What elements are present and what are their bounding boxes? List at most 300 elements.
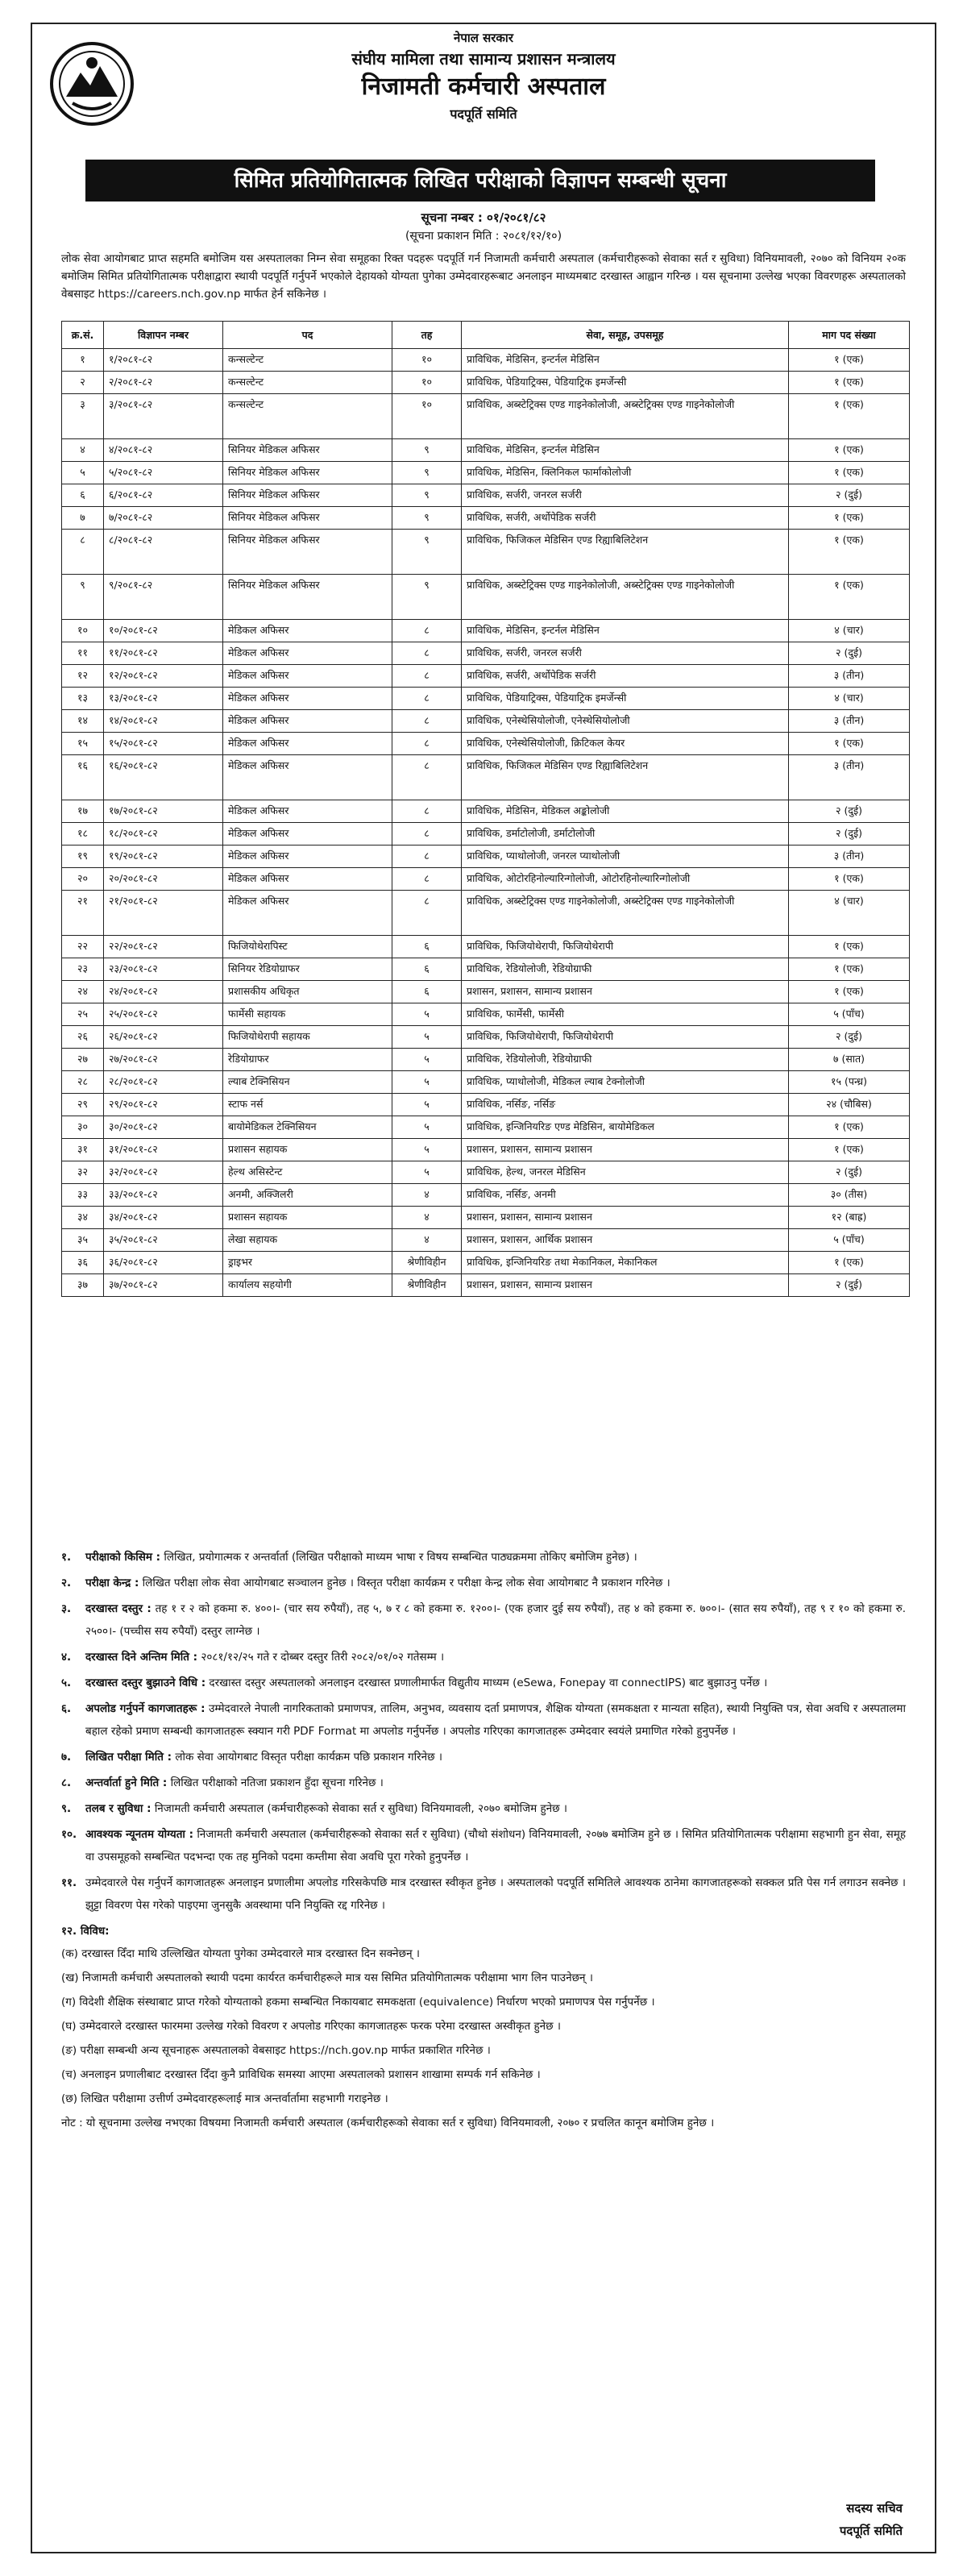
table-cell: १ (एक): [789, 507, 910, 530]
table-cell: १ (एक): [789, 1252, 910, 1274]
table-cell: २ (दुई): [789, 1274, 910, 1297]
note-label: तलब र सुविधा :: [85, 1802, 151, 1815]
table-cell: प्राविधिक, एनेस्थेसियोलोजी, एनेस्थेसियोलोजी: [462, 710, 789, 733]
table-cell: ५ (पाँच): [789, 1003, 910, 1026]
table-cell: कन्सल्टेन्ट: [223, 394, 392, 439]
table-cell: १७/२०८१-८२: [104, 800, 223, 823]
table-cell: मेडिकल अफिसर: [223, 846, 392, 868]
table-cell: २६: [62, 1026, 104, 1049]
table-cell: १५/२०८१-८२: [104, 733, 223, 755]
table-cell: ३०/२०८१-८२: [104, 1116, 223, 1139]
table-cell: २ (दुई): [789, 1161, 910, 1184]
notice-document: [31, 23, 936, 2553]
table-cell: ८: [392, 710, 462, 733]
table-cell: ३७: [62, 1274, 104, 1297]
table-cell: सिनियर मेडिकल अफिसर: [223, 439, 392, 462]
table-cell: ३२: [62, 1161, 104, 1184]
note-item: [61, 1598, 906, 1643]
table-cell: ५ (पाँच): [789, 1229, 910, 1252]
notice-title-banner: सिमित प्रतियोगितात्मक लिखित परीक्षाको विज्ञापन सम्बन्धी सूचना: [85, 160, 875, 202]
note-number: ७.: [61, 1751, 72, 1764]
table-cell: ३ (तीन): [789, 846, 910, 868]
table-row: [62, 710, 910, 733]
note-label: दरखास्त दिने अन्तिम मिति :: [85, 1651, 198, 1664]
table-cell: १४/२०८१-८२: [104, 710, 223, 733]
table-cell: १५ (पन्ध्र): [789, 1071, 910, 1094]
table-cell: प्राविधिक, मेडिसिन, इन्टर्नल मेडिसिन: [462, 439, 789, 462]
column-header: क्र.सं.: [62, 322, 104, 349]
government-name: नेपाल सरकार: [454, 31, 513, 45]
table-row: [62, 349, 910, 372]
column-header: विज्ञापन नम्बर: [104, 322, 223, 349]
table-cell: प्राविधिक, फिजियोथेरापी, फिजियोथेरापी: [462, 936, 789, 958]
table-cell: ८: [62, 530, 104, 575]
letterhead: [153, 29, 814, 124]
table-cell: हेल्थ असिस्टेन्ट: [223, 1161, 392, 1184]
note-item: [61, 1546, 906, 1568]
table-row: [62, 530, 910, 575]
table-row: [62, 1139, 910, 1161]
table-cell: प्राविधिक, पेडियाट्रिक्स, पेडियाट्रिक इमर्जेन्सी: [462, 372, 789, 394]
table-cell: ४/२०८१-८२: [104, 439, 223, 462]
table-row: [62, 1094, 910, 1116]
table-cell: १६: [62, 755, 104, 800]
misc-list: [61, 1942, 906, 2134]
table-cell: २८: [62, 1071, 104, 1094]
table-cell: प्राविधिक, सर्जरी, अर्थोपेडिक सर्जरी: [462, 507, 789, 530]
table-cell: ३१/२०८१-८२: [104, 1139, 223, 1161]
note-label: आवश्यक न्यूनतम योग्यता :: [85, 1828, 193, 1841]
table-cell: प्राविधिक, सर्जरी, अर्थोपेडिक सर्जरी: [462, 665, 789, 688]
notice-number: सूचना नम्बर : ०१/२०८१/८२: [421, 210, 546, 225]
table-cell: ३४: [62, 1207, 104, 1229]
table-cell: ४: [392, 1207, 462, 1229]
table-cell: सिनियर मेडिकल अफिसर: [223, 575, 392, 620]
column-header: पद: [223, 322, 392, 349]
note-item: [61, 1872, 906, 1917]
notes-section: [61, 1546, 906, 2136]
table-cell: २४/२०८१-८२: [104, 981, 223, 1003]
table-cell: सिनियर रेडियोग्राफर: [223, 958, 392, 981]
table-cell: लेखा सहायक: [223, 1229, 392, 1252]
table-cell: ८: [392, 800, 462, 823]
table-cell: २२: [62, 936, 104, 958]
table-cell: ३६: [62, 1252, 104, 1274]
note-text: दरखास्त दस्तुर अस्पतालको अनलाइन दरखास्त प्रणालीमार्फत विद्युतीय माध्यम (eSewa, Fonepay वा connectIPS) बाट बुझाउनु पर्नेछ ।: [209, 1676, 768, 1689]
table-header-row: [62, 322, 910, 349]
note-body: [85, 1598, 906, 1643]
note-number: १०.: [61, 1828, 77, 1841]
column-header: सेवा, समूह, उपसमूह: [462, 322, 789, 349]
note-text: तह १ र २ को हकमा रु. ४००।- (चार सय रुपैयाँ), तह ५, ७ र ८ को हकमा रु. १२००।- (एक हजार दुई सय रुपैयाँ), तह ४ को हकमा रु. ७००।- (सात सय रुपैयाँ), तह ९ र १० को हकमा रु. २५००।- (पच्चीस सय रुपैयाँ) दस्तुर लाग्नेछ ।: [85, 1602, 906, 1638]
note-number: ६.: [61, 1702, 72, 1715]
table-cell: १/२०८१-८२: [104, 349, 223, 372]
notes-list: [61, 1546, 906, 1917]
table-cell: ८: [392, 891, 462, 936]
table-cell: ६: [62, 484, 104, 507]
table-cell: प्राविधिक, अब्स्टेट्रिक्स एण्ड गाइनेकोलोजी, अब्स्टेट्रिक्स एण्ड गाइनेकोलोजी: [462, 575, 789, 620]
table-cell: १५: [62, 733, 104, 755]
table-row: [62, 462, 910, 484]
table-cell: ८: [392, 823, 462, 846]
table-cell: ३७/२०८१-८२: [104, 1274, 223, 1297]
table-row: [62, 1184, 910, 1207]
table-cell: ६: [392, 958, 462, 981]
table-row: [62, 981, 910, 1003]
table-cell: ३/२०८१-८२: [104, 394, 223, 439]
misc-item: (ग) विदेशी शैक्षिक संस्थाबाट प्राप्त गरेको योग्यताको हकमा सम्बन्धित निकायबाट समकक्षता (equivalence) निर्धारण भएको प्रमाणपत्र पेस गर्नुपर्नेछ ।: [61, 1996, 655, 2009]
table-cell: ९: [392, 530, 462, 575]
table-row: [62, 439, 910, 462]
intro-paragraph: लोक सेवा आयोगबाट प्राप्त सहमति बमोजिम यस अस्पतालका निम्न सेवा समूहका रिक्त पदहरू पदपूर्ति गर्न निजामती कर्मचारी अस्पताल (कर्मचारीहरूको सेवाका सर्त र सुविधा) विनियमावली, २०७० को विनियम २०क बमोजिम सिमित प्रतियोगितात्मक परीक्षाद्वारा स्थायी पदपूर्ति गर्नुपर्ने भएकोले देहायको योग्यता पुगेका उम्मेदवारहरूबाट अनलाइन माध्यमबाट दरखास्त आह्वान गरिन्छ । यस सूचनामा उल्लेख भएका विवरणहरू अस्पतालको वेबसाइट https://careers.nch.gov.np मार्फत हेर्न सकिनेछ ।: [61, 252, 906, 301]
table-row: [62, 484, 910, 507]
table-cell: प्राविधिक, फार्मेसी, फार्मेसी: [462, 1003, 789, 1026]
note-number: ८.: [61, 1776, 72, 1789]
note-label: अन्तर्वार्ता हुने मिति :: [85, 1776, 168, 1789]
table-cell: ६: [392, 936, 462, 958]
table-cell: कन्सल्टेन्ट: [223, 372, 392, 394]
table-row: [62, 755, 910, 800]
table-cell: २३: [62, 958, 104, 981]
table-row: [62, 1229, 910, 1252]
table-cell: प्राविधिक, अब्स्टेट्रिक्स एण्ड गाइनेकोलोजी, अब्स्टेट्रिक्स एण्ड गाइनेकोलोजी: [462, 394, 789, 439]
table-cell: ३३: [62, 1184, 104, 1207]
table-cell: ४: [392, 1229, 462, 1252]
table-cell: ९: [392, 439, 462, 462]
note-body: [85, 1772, 906, 1794]
note-label: लिखित परीक्षा मिति :: [85, 1751, 172, 1764]
table-cell: ९: [392, 507, 462, 530]
table-cell: प्राविधिक, इन्जिनियरिङ तथा मेकानिकल, मेकानिकल: [462, 1252, 789, 1274]
ministry-name: संघीय मामिला तथा सामान्य प्रशासन मन्त्रालय: [351, 49, 616, 69]
table-cell: २९: [62, 1094, 104, 1116]
note-text: निजामती कर्मचारी अस्पताल (कर्मचारीहरूको सेवाका सर्त र सुविधा) (चौथो संशोधन) विनियमावली, २०७७ बमोजिम हुने छ । सिमित प्रतियोगितात्मक परीक्षामा सहभागी हुन सेवा, समूह वा उपसमूहको सम्बन्धित पदभन्दा एक तह मुनिको पदमा कम्तीमा सेवा अवधि पूरा गरेको हुनुपर्नेछ ।: [85, 1828, 906, 1863]
table-cell: २ (दुई): [789, 823, 910, 846]
table-row: [62, 372, 910, 394]
signature-title: सदस्य सचिव: [846, 2501, 903, 2516]
misc-item: (छ) लिखित परीक्षामा उत्तीर्ण उम्मेदवारहरूलाई मात्र अन्तर्वार्तामा सहभागी गराइनेछ ।: [61, 2092, 388, 2105]
table-cell: ८: [392, 665, 462, 688]
signature-committee: पदपूर्ति समिति: [839, 2524, 903, 2538]
table-cell: ५: [392, 1116, 462, 1139]
table-cell: फिजियोथेरापिस्ट: [223, 936, 392, 958]
note-number: ९.: [61, 1802, 72, 1815]
table-cell: ३: [62, 394, 104, 439]
table-cell: ३१: [62, 1139, 104, 1161]
table-row: [62, 665, 910, 688]
table-row: [62, 891, 910, 936]
table-cell: प्राविधिक, नर्सिङ, अनमी: [462, 1184, 789, 1207]
table-cell: १ (एक): [789, 394, 910, 439]
table-row: [62, 823, 910, 846]
misc-item: नोट : यो सूचनामा उल्लेख नभएका विषयमा निजामती कर्मचारी अस्पताल (कर्मचारीहरूको सेवाका सर्त र सुविधा) विनियमावली, २०७० र प्रचलित कानून बमोजिम हुनेछ ।: [61, 2117, 715, 2129]
table-cell: २४ (चौबिस): [789, 1094, 910, 1116]
table-cell: १०/२०८१-८२: [104, 620, 223, 642]
note-label: दरखास्त दस्तुर :: [85, 1602, 151, 1615]
table-cell: ३३/२०८१-८२: [104, 1184, 223, 1207]
table-cell: २१/२०८१-८२: [104, 891, 223, 936]
table-cell: ५: [392, 1161, 462, 1184]
table-cell: ५: [392, 1071, 462, 1094]
table-cell: प्राविधिक, इन्जिनियरिङ एण्ड मेडिसिन, बायोमेडिकल: [462, 1116, 789, 1139]
table-cell: १२: [62, 665, 104, 688]
table-cell: श्रेणीविहीन: [392, 1274, 462, 1297]
table-cell: प्रशासन, प्रशासन, सामान्य प्रशासन: [462, 1207, 789, 1229]
table-cell: प्राविधिक, हेल्थ, जनरल मेडिसिन: [462, 1161, 789, 1184]
table-cell: २१: [62, 891, 104, 936]
table-cell: कन्सल्टेन्ट: [223, 349, 392, 372]
note-label: परीक्षाको किसिम :: [85, 1551, 161, 1564]
table-cell: १ (एक): [789, 575, 910, 620]
table-cell: १ (एक): [789, 349, 910, 372]
table-cell: १ (एक): [789, 1139, 910, 1161]
table-cell: मेडिकल अफिसर: [223, 733, 392, 755]
table-cell: १: [62, 349, 104, 372]
table-cell: १४: [62, 710, 104, 733]
note-number: ३.: [61, 1602, 72, 1615]
note-item: [61, 1672, 906, 1694]
table-cell: ६/२०८१-८२: [104, 484, 223, 507]
table-cell: १ (एक): [789, 1116, 910, 1139]
table-cell: प्राविधिक, मेडिसिन, क्लिनिकल फार्माकोलोजी: [462, 462, 789, 484]
table-cell: २५: [62, 1003, 104, 1026]
table-cell: १३: [62, 688, 104, 710]
misc-item: (घ) उम्मेदवारले दरखास्त फारममा उल्लेख गरेको विवरण र अपलोड गरिएका कागजातहरू फरक परेमा दरखास्त अस्वीकृत हुनेछ ।: [61, 2020, 561, 2033]
table-cell: कार्यालय सहयोगी: [223, 1274, 392, 1297]
table-cell: ड्राइभर: [223, 1252, 392, 1274]
table-cell: २ (दुई): [789, 800, 910, 823]
table-cell: १०: [392, 372, 462, 394]
table-cell: मेडिकल अफिसर: [223, 665, 392, 688]
table-cell: २७: [62, 1049, 104, 1071]
table-row: [62, 620, 910, 642]
table-row: [62, 1116, 910, 1139]
table-cell: ८: [392, 733, 462, 755]
table-cell: ८: [392, 846, 462, 868]
table-cell: मेडिकल अफिसर: [223, 620, 392, 642]
table-cell: ४ (चार): [789, 620, 910, 642]
table-cell: ८: [392, 868, 462, 891]
table-cell: ९/२०८१-८२: [104, 575, 223, 620]
table-cell: प्राविधिक, फिजियोथेरापी, फिजियोथेरापी: [462, 1026, 789, 1049]
publication-date: (सूचना प्रकाशन मिति : २०८१/१२/१०): [405, 230, 562, 243]
table-cell: ११/२०८१-८२: [104, 642, 223, 665]
table-cell: प्राविधिक, अब्स्टेट्रिक्स एण्ड गाइनेकोलोजी, अब्स्टेट्रिक्स एण्ड गाइनेकोलोजी: [462, 891, 789, 936]
table-cell: प्रशासन, प्रशासन, आर्थिक प्रशासन: [462, 1229, 789, 1252]
table-cell: २ (दुई): [789, 642, 910, 665]
table-cell: प्राविधिक, नर्सिङ, नर्सिङ: [462, 1094, 789, 1116]
note-label: अपलोड गर्नुपर्ने कागजातहरू :: [85, 1702, 205, 1715]
table-cell: ९: [392, 575, 462, 620]
table-cell: रेडियोग्राफर: [223, 1049, 392, 1071]
table-cell: ३ (तीन): [789, 665, 910, 688]
signature-block: [840, 2497, 903, 2542]
table-cell: ८: [392, 620, 462, 642]
table-cell: २८/२०८१-८२: [104, 1071, 223, 1094]
table-cell: मेडिकल अफिसर: [223, 891, 392, 936]
table-cell: १९/२०८१-८२: [104, 846, 223, 868]
table-cell: ५: [392, 1049, 462, 1071]
table-cell: प्राविधिक, सर्जरी, जनरल सर्जरी: [462, 642, 789, 665]
table-cell: ३०: [62, 1116, 104, 1139]
table-cell: ३४/२०८१-८२: [104, 1207, 223, 1229]
table-cell: मेडिकल अफिसर: [223, 868, 392, 891]
misc-title: १२. विविध:: [61, 1925, 110, 1938]
table-row: [62, 1026, 910, 1049]
table-cell: सिनियर मेडिकल अफिसर: [223, 484, 392, 507]
table-cell: प्राविधिक, प्याथोलोजी, मेडिकल ल्याब टेक्नोलोजी: [462, 1071, 789, 1094]
committee-name: पदपूर्ति समिति: [450, 106, 517, 122]
note-text: उम्मेदवारले पेस गर्नुपर्ने कागजातहरू अनलाइन प्रणालीमा अपलोड गरिसकेपछि मात्र दरखास्त स्वीकृत हुनेछ । अस्पतालको पदपूर्ति समितिले आवश्यक ठानेमा कागजातहरूको सक्कल प्रति पेस गर्न लगाउन सक्नेछ । झुट्टा विवरण पेस गरेको पाइएमा जुनसुकै अवस्थामा पनि नियुक्ति रद्द गरिनेछ ।: [85, 1876, 906, 1912]
table-cell: ४ (चार): [789, 891, 910, 936]
misc-item: (च) अनलाइन प्रणालीबाट दरखास्त दिँदा कुनै प्राविधिक समस्या आएमा अस्पतालको प्रशासन शाखामा सम्पर्क गर्न सकिनेछ ।: [61, 2068, 541, 2081]
note-body: [85, 1872, 906, 1917]
table-row: [62, 642, 910, 665]
note-item: [61, 1772, 906, 1794]
hospital-name: निजामती कर्मचारी अस्पताल: [361, 73, 606, 101]
table-row: [62, 868, 910, 891]
table-cell: मेडिकल अफिसर: [223, 755, 392, 800]
table-cell: १२/२०८१-८२: [104, 665, 223, 688]
table-cell: प्रशासन, प्रशासन, सामान्य प्रशासन: [462, 1139, 789, 1161]
table-row: [62, 958, 910, 981]
table-cell: ८: [392, 755, 462, 800]
table-cell: प्रशासन सहायक: [223, 1139, 392, 1161]
table-cell: ५: [392, 1094, 462, 1116]
table-row: [62, 800, 910, 823]
table-cell: १०: [62, 620, 104, 642]
table-cell: ८: [392, 642, 462, 665]
table-cell: १ (एक): [789, 958, 910, 981]
note-item: [61, 1646, 906, 1668]
table-row: [62, 1161, 910, 1184]
table-cell: २०/२०८१-८२: [104, 868, 223, 891]
vacancy-table: [61, 321, 910, 1297]
table-cell: मेडिकल अफिसर: [223, 642, 392, 665]
note-body: [85, 1697, 906, 1743]
note-text: २०८१/१२/२५ गते र दोब्बर दस्तुर तिरी २०८२/०१/०२ गतेसम्म ।: [201, 1651, 445, 1664]
table-cell: १२ (बाह्र): [789, 1207, 910, 1229]
table-cell: २: [62, 372, 104, 394]
table-cell: ७/२०८१-८२: [104, 507, 223, 530]
table-cell: मेडिकल अफिसर: [223, 688, 392, 710]
table-cell: प्राविधिक, पेडियाट्रिक्स, पेडियाट्रिक इमर्जेन्सी: [462, 688, 789, 710]
table-cell: २९/२०८१-८२: [104, 1094, 223, 1116]
note-number: ११.: [61, 1876, 77, 1889]
table-cell: सिनियर मेडिकल अफिसर: [223, 530, 392, 575]
table-cell: प्राविधिक, एनेस्थेसियोलोजी, क्रिटिकल केयर: [462, 733, 789, 755]
table-cell: मेडिकल अफिसर: [223, 710, 392, 733]
table-cell: श्रेणीविहीन: [392, 1252, 462, 1274]
table-cell: १ (एक): [789, 981, 910, 1003]
table-cell: १ (एक): [789, 733, 910, 755]
note-body: [85, 1823, 906, 1868]
table-cell: प्रशासन, प्रशासन, सामान्य प्रशासन: [462, 981, 789, 1003]
table-cell: ८: [392, 688, 462, 710]
table-cell: ९: [62, 575, 104, 620]
table-cell: १८: [62, 823, 104, 846]
table-cell: २२/२०८१-८२: [104, 936, 223, 958]
table-cell: प्राविधिक, मेडिसिन, मेडिकल अङ्कोलोजी: [462, 800, 789, 823]
table-cell: १ (एक): [789, 439, 910, 462]
table-cell: १६/२०८१-८२: [104, 755, 223, 800]
table-cell: प्राविधिक, मेडिसिन, इन्टर्नल मेडिसिन: [462, 349, 789, 372]
note-item: [61, 1823, 906, 1868]
table-cell: ५: [62, 462, 104, 484]
table-cell: १ (एक): [789, 530, 910, 575]
table-cell: ९: [392, 484, 462, 507]
note-label: परीक्षा केन्द्र :: [85, 1577, 139, 1589]
table-cell: ३६/२०८१-८२: [104, 1252, 223, 1274]
table-row: [62, 1049, 910, 1071]
table-cell: ३५: [62, 1229, 104, 1252]
table-row: [62, 1274, 910, 1297]
table-cell: ३ (तीन): [789, 755, 910, 800]
note-body: [85, 1672, 906, 1694]
table-row: [62, 1252, 910, 1274]
table-cell: २०: [62, 868, 104, 891]
note-text: लिखित परीक्षा लोक सेवा आयोगबाट सञ्चालन हुनेछ । विस्तृत परीक्षा कार्यक्रम र परीक्षा केन्द्र लोक सेवा आयोगबाट नै प्रकाशन गरिनेछ ।: [142, 1577, 670, 1589]
note-body: [85, 1546, 906, 1568]
table-cell: प्रशासन, प्रशासन, सामान्य प्रशासन: [462, 1274, 789, 1297]
table-cell: २६/२०८१-८२: [104, 1026, 223, 1049]
table-cell: प्राविधिक, सर्जरी, जनरल सर्जरी: [462, 484, 789, 507]
note-item: [61, 1697, 906, 1743]
table-cell: ५/२०८१-८२: [104, 462, 223, 484]
table-row: [62, 394, 910, 439]
table-cell: प्रशासकीय अधिकृत: [223, 981, 392, 1003]
note-text: लोक सेवा आयोगबाट विस्तृत परीक्षा कार्यक्रम पछि प्रकाशन गरिनेछ ।: [175, 1751, 442, 1764]
note-item: [61, 1797, 906, 1820]
table-cell: ७: [62, 507, 104, 530]
table-cell: मेडिकल अफिसर: [223, 800, 392, 823]
table-cell: २ (दुई): [789, 484, 910, 507]
column-header: तह: [392, 322, 462, 349]
table-row: [62, 846, 910, 868]
table-cell: १७: [62, 800, 104, 823]
table-cell: अनमी, अक्जिलरी: [223, 1184, 392, 1207]
table-cell: १८/२०८१-८२: [104, 823, 223, 846]
table-cell: प्राविधिक, फिजिकल मेडिसिन एण्ड रिह्याबिलिटेशन: [462, 530, 789, 575]
note-text: लिखित परीक्षाको नतिजा प्रकाशन हुँदा सूचना गरिनेछ ।: [170, 1776, 384, 1789]
column-header: माग पद संख्या: [789, 322, 910, 349]
table-row: [62, 507, 910, 530]
table-cell: ६: [392, 981, 462, 1003]
table-row: [62, 936, 910, 958]
table-cell: २/२०८१-८२: [104, 372, 223, 394]
table-cell: १३/२०८१-८२: [104, 688, 223, 710]
table-cell: ५: [392, 1139, 462, 1161]
table-row: [62, 688, 910, 710]
table-cell: २४: [62, 981, 104, 1003]
table-cell: ५: [392, 1026, 462, 1049]
table-cell: १ (एक): [789, 936, 910, 958]
table-cell: ४: [392, 1184, 462, 1207]
table-row: [62, 1071, 910, 1094]
note-label: दरखास्त दस्तुर बुझाउने विधि :: [85, 1676, 206, 1689]
table-cell: ३२/२०८१-८२: [104, 1161, 223, 1184]
table-cell: सिनियर मेडिकल अफिसर: [223, 462, 392, 484]
note-text: लिखित, प्रयोगात्मक र अन्तर्वार्ता (लिखित परीक्षाको माध्यम भाषा र विषय सम्बन्धित पाठ्यक्रममा तोकिए बमोजिम हुनेछ) ।: [164, 1551, 637, 1564]
table-cell: प्राविधिक, ओटोरहिनोल्यारिन्गोलोजी, ओटोरहिनोल्यारिन्गोलोजी: [462, 868, 789, 891]
note-number: २.: [61, 1577, 72, 1589]
table-cell: प्राविधिक, मेडिसिन, इन्टर्नल मेडिसिन: [462, 620, 789, 642]
table-cell: १ (एक): [789, 372, 910, 394]
note-body: [85, 1797, 906, 1820]
table-cell: २५/२०८१-८२: [104, 1003, 223, 1026]
table-body: [62, 349, 910, 1297]
table-row: [62, 1003, 910, 1026]
